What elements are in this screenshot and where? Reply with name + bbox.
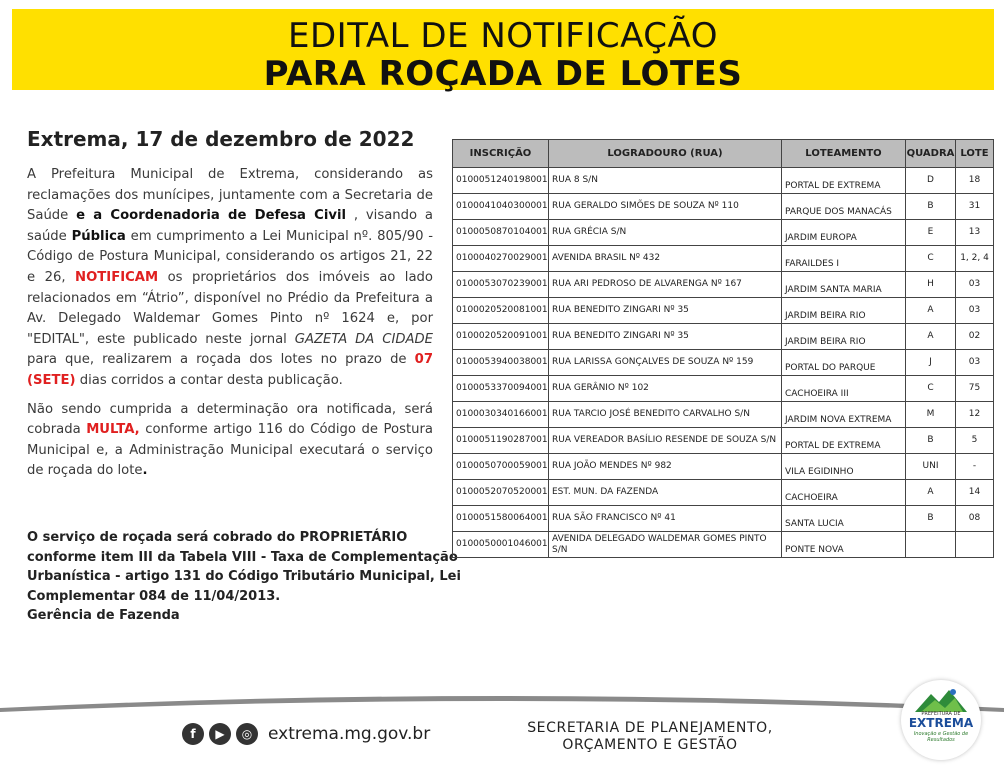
secretariat-name: SECRETARIA DE PLANEJAMENTO, ORÇAMENTO E GESTÃO (527, 720, 773, 753)
cell-lote: 02 (956, 324, 994, 350)
department-signature: Gerência de Fazenda (27, 608, 180, 623)
cell-quadra: M (906, 402, 956, 428)
cell-inscricao: 0100052070520001 (453, 480, 549, 506)
cell-loteamento: PARQUE DOS MANACÁS (782, 194, 906, 220)
cell-quadra: C (906, 246, 956, 272)
table-header-row (453, 140, 994, 168)
table-row (453, 454, 994, 480)
cell-lote: 03 (956, 298, 994, 324)
cell-lote: 08 (956, 506, 994, 532)
prefeitura-logo: PREFEITURA DE EXTREMA Inovação e Gestão de Resultados (901, 680, 981, 760)
cell-logradouro: RUA LARISSA GONÇALVES DE SOUZA Nº 159 (549, 350, 782, 376)
cell-logradouro: RUA ARI PEDROSO DE ALVARENGA Nº 167 (549, 272, 782, 298)
title-line-1: EDITAL DE NOTIFICAÇÃO (288, 16, 718, 56)
cell-quadra: B (906, 506, 956, 532)
cell-quadra: C (906, 376, 956, 402)
youtube-icon[interactable]: ▶ (209, 723, 231, 745)
notice-paragraph-2: Não sendo cumprida a determinação ora notificada, será cobrada MULTA, conforme artigo 116 do Código de Postura Municipal e, a Administração Municipal executará o serviço de roçada do lote. (27, 401, 433, 479)
cell-quadra: A (906, 324, 956, 350)
cell-inscricao: 0100050001046001 (453, 532, 549, 558)
cell-loteamento: PONTE NOVA (782, 532, 906, 558)
website-link[interactable]: extrema.mg.gov.br (268, 724, 431, 744)
cell-inscricao: 0100030340166001 (453, 402, 549, 428)
table-row (453, 532, 994, 558)
cell-lote: 31 (956, 194, 994, 220)
cell-loteamento: CACHOEIRA (782, 480, 906, 506)
cell-inscricao: 0100040270029001 (453, 246, 549, 272)
cell-loteamento: PORTAL DO PARQUE (782, 350, 906, 376)
cell-inscricao: 0100050870104001 (453, 220, 549, 246)
lots-table (452, 139, 994, 558)
cell-inscricao: 0100051580064001 (453, 506, 549, 532)
table-row (453, 350, 994, 376)
fine-highlight: MULTA, (86, 422, 140, 438)
table-row (453, 324, 994, 350)
cell-quadra: A (906, 298, 956, 324)
cell-logradouro: RUA GERÂNIO Nº 102 (549, 376, 782, 402)
mountain-logo-icon (901, 682, 981, 714)
cell-inscricao: 0100053940038001 (453, 350, 549, 376)
footer-band (0, 690, 1004, 768)
cell-lote: 18 (956, 168, 994, 194)
notice-body (27, 165, 433, 490)
cell-quadra (906, 532, 956, 558)
title-banner (12, 9, 994, 94)
cell-logradouro: EST. MUN. DA FAZENDA (549, 480, 782, 506)
header-logradouro: LOGRADOURO (RUA) (549, 140, 782, 168)
cell-lote: 03 (956, 350, 994, 376)
table-row (453, 506, 994, 532)
cell-lote: - (956, 454, 994, 480)
table-row (453, 246, 994, 272)
cell-lote: 12 (956, 402, 994, 428)
cell-quadra: E (906, 220, 956, 246)
cell-lote: 14 (956, 480, 994, 506)
cell-quadra: J (906, 350, 956, 376)
notice-date: Extrema, 17 de dezembro de 2022 (27, 127, 415, 151)
table-row (453, 376, 994, 402)
cell-inscricao: 0100041040300001 (453, 194, 549, 220)
cell-loteamento: PORTAL DE EXTREMA (782, 428, 906, 454)
cell-logradouro: RUA GERALDO SIMÕES DE SOUZA Nº 110 (549, 194, 782, 220)
cell-loteamento: PORTAL DE EXTREMA (782, 168, 906, 194)
cell-lote: 03 (956, 272, 994, 298)
cell-loteamento: JARDIM BEIRA RIO (782, 324, 906, 350)
cell-inscricao: 0100051240198001 (453, 168, 549, 194)
cell-lote: 75 (956, 376, 994, 402)
instagram-icon[interactable]: ◎ (236, 723, 258, 745)
table-row (453, 298, 994, 324)
cell-logradouro: RUA GRÉCIA S/N (549, 220, 782, 246)
cell-loteamento: VILA EGIDINHO (782, 454, 906, 480)
cell-lote: 5 (956, 428, 994, 454)
table-row (453, 168, 994, 194)
facebook-icon[interactable]: f (182, 723, 204, 745)
cell-loteamento: SANTA LUCIA (782, 506, 906, 532)
cell-logradouro: RUA JOÃO MENDES Nº 982 (549, 454, 782, 480)
cell-lote (956, 532, 994, 558)
cell-loteamento: JARDIM NOVA EXTREMA (782, 402, 906, 428)
notice-paragraph-1: A Prefeitura Municipal de Extrema, considerando as reclamações dos munícipes, juntamente com a Secretaria de Saúde e a Coordenadoria de Defesa Civil , visando a saúde Pública em cumprimento a Lei Municipal nº. 805/90 - Código de Postura Municipal, considerando os artigos 21, 22 e 26, NOTIFICAM os proprietários dos imóveis ao lado relacionados em “Átrio”, disponível no Prédio da Prefeitura a Av. Delegado Waldemar Gomes Pinto nº 1624 e, por "EDITAL", este publicado neste jornal GAZETA DA CIDADE para que, realizarem a roçada dos lotes no prazo de 07 (SETE) dias corridos a contar desta publicação. (27, 167, 433, 388)
cell-quadra: H (906, 272, 956, 298)
cell-logradouro: RUA 8 S/N (549, 168, 782, 194)
table-row (453, 220, 994, 246)
deadline-highlight: 07 (SETE) (27, 352, 433, 388)
cell-loteamento: CACHOEIRA III (782, 376, 906, 402)
cell-loteamento: JARDIM SANTA MARIA (782, 272, 906, 298)
cell-inscricao: 0100053370094001 (453, 376, 549, 402)
header-lote: LOTE (956, 140, 994, 168)
cell-inscricao: 0100020520091001 (453, 324, 549, 350)
cell-lote: 13 (956, 220, 994, 246)
table-row (453, 402, 994, 428)
cell-loteamento: JARDIM EUROPA (782, 220, 906, 246)
cell-logradouro: AVENIDA DELEGADO WALDEMAR GOMES PINTO S/N (549, 532, 782, 558)
cell-quadra: B (906, 194, 956, 220)
cell-logradouro: RUA BENEDITO ZINGARI Nº 35 (549, 298, 782, 324)
cell-inscricao: 0100053070239001 (453, 272, 549, 298)
cell-logradouro: RUA VEREADOR BASÍLIO RESENDE DE SOUZA S/N (549, 428, 782, 454)
cell-lote: 1, 2, 4 (956, 246, 994, 272)
header-quadra: QUADRA (906, 140, 956, 168)
cell-logradouro: AVENIDA BRASIL Nº 432 (549, 246, 782, 272)
cell-inscricao: 0100020520081001 (453, 298, 549, 324)
cell-logradouro: RUA TARCIO JOSÉ BENEDITO CARVALHO S/N (549, 402, 782, 428)
table-row (453, 428, 994, 454)
cell-logradouro: RUA BENEDITO ZINGARI Nº 35 (549, 324, 782, 350)
cell-inscricao: 0100050700059001 (453, 454, 549, 480)
table-row (453, 194, 994, 220)
table-row (453, 480, 994, 506)
header-loteamento: LOTEAMENTO (782, 140, 906, 168)
cell-loteamento: JARDIM BEIRA RIO (782, 298, 906, 324)
title-line-2: PARA ROÇADA DE LOTES (263, 54, 743, 94)
cell-quadra: A (906, 480, 956, 506)
notificam-highlight: NOTIFICAM (75, 269, 159, 285)
cell-quadra: B (906, 428, 956, 454)
table-row (453, 272, 994, 298)
cell-inscricao: 0100051190287001 (453, 428, 549, 454)
cell-quadra: D (906, 168, 956, 194)
cell-loteamento: FARAILDES I (782, 246, 906, 272)
header-inscricao: INSCRIÇÃO (453, 140, 549, 168)
cell-logradouro: RUA SÃO FRANCISCO Nº 41 (549, 506, 782, 532)
billing-note: O serviço de roçada será cobrado do PROPRIETÁRIO conforme item III da Tabela VIII - Taxa de Complementação Urbanística - artigo 131 do Código Tributário Municipal, Lei Complementar 084 de 11/04/2013. Gerência de Fazenda (27, 528, 427, 626)
cell-quadra: UNI (906, 454, 956, 480)
